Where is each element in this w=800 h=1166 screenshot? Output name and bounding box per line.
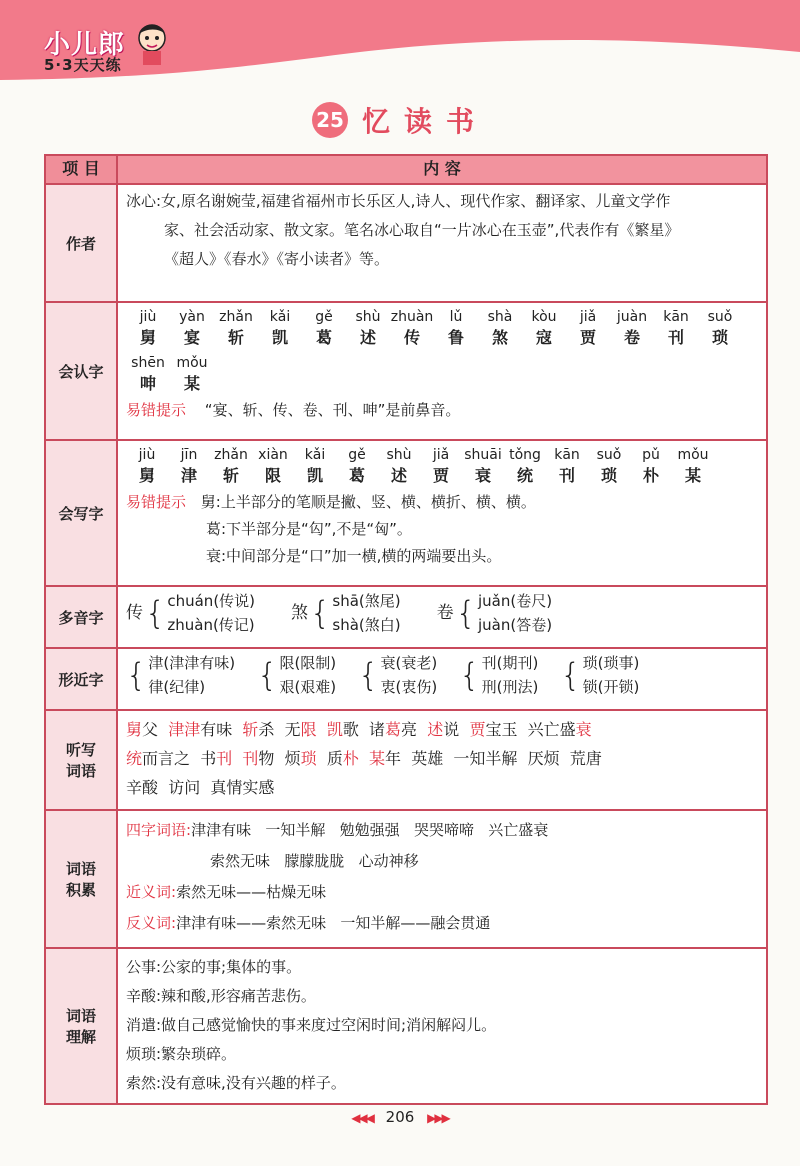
dictation-word: 书 (200, 749, 217, 768)
dictation-line (126, 715, 758, 744)
hanzi-char: 斩 (222, 466, 239, 485)
synonyms (126, 877, 758, 908)
dictation-word: 辛酸 (126, 778, 159, 797)
polyphone-options (167, 589, 255, 637)
pinyin-text: yàn (179, 309, 205, 325)
polyphone-option: juǎn(卷尺) (477, 592, 553, 610)
dictation-word: 无 (284, 720, 301, 739)
pinyin-char-cell (610, 307, 654, 349)
hanzi-char: 统 (516, 466, 533, 485)
dictation-word: 琐 (300, 749, 317, 768)
similar-option: 刊(期刊) (481, 654, 539, 672)
page-footer (0, 1108, 800, 1126)
page-number: 206 (385, 1108, 415, 1126)
dictation-word: 荒唐 (569, 749, 602, 768)
pinyin-text: shù (386, 447, 412, 463)
pinyin-text: juàn (616, 309, 648, 325)
spacer (517, 720, 527, 739)
spacer (443, 749, 453, 768)
dictation-word: 访问 (168, 778, 201, 797)
spacer (560, 749, 570, 768)
recognize-chars-row (126, 353, 758, 395)
hanzi-char: 舅 (138, 466, 155, 485)
hanzi-char: 凯 (271, 328, 288, 347)
brace-icon: { (459, 656, 480, 694)
pinyin-text: mǒu (176, 355, 208, 371)
synonym-text: 索然无味——枯燥无味 (176, 883, 327, 901)
pinyin-char-cell (390, 307, 434, 349)
spacer (274, 749, 284, 768)
dictation-word: 杀 (258, 720, 275, 739)
dictation-word: 真情实感 (210, 778, 275, 797)
dictation-word: 而言之 (142, 749, 191, 768)
left-arrows-icon: ◀◀◀ (351, 1111, 373, 1125)
label-write: 会写字 (45, 440, 117, 586)
row-recognize (45, 302, 767, 440)
antonym-text: 津津有味——索然无味 一知半解——融会贯通 (176, 914, 491, 932)
pinyin-char-cell (258, 307, 302, 349)
hanzi-char: 葛 (315, 328, 332, 347)
brace-icon: { (455, 594, 476, 632)
brand-series: 5·3天天练 (44, 56, 122, 74)
pinyin-text: jīn (180, 447, 198, 463)
hanzi-char: 宴 (183, 328, 200, 347)
four-char-line: 索然无味 朦朦胧胧 心动神移 (210, 852, 419, 870)
recognize-chars-row (126, 307, 758, 349)
author-content (117, 184, 767, 302)
four-char-line: 津津有味 一知半解 勉勉强强 哭哭啼啼 兴亡盛衰 (191, 821, 549, 839)
pinyin-char-cell (504, 445, 546, 487)
pinyin-char-cell (346, 307, 390, 349)
pinyin-char-cell (420, 445, 462, 487)
row-understand (45, 948, 767, 1104)
polyphone-option: shà(煞白) (332, 616, 401, 634)
tip-text: “宴、斩、传、卷、刊、呻”是前鼻音。 (204, 401, 461, 419)
similar-option: 律(纪律) (148, 678, 206, 696)
row-author (45, 184, 767, 302)
hanzi-char: 舅 (139, 328, 156, 347)
similar-option: 琐(琐事) (582, 654, 640, 672)
author-line: 冰心:女,原名谢婉莹,福建省福州市长乐区人,诗人、现代作家、翻译家、儿童文学作 (126, 192, 671, 210)
pinyin-char-cell (252, 445, 294, 487)
pinyin-text: pǔ (642, 447, 660, 463)
similar-options (148, 651, 235, 699)
label-line: 词语 (65, 1007, 96, 1025)
spacer (158, 720, 168, 739)
four-char-label: 四字词语: (126, 821, 192, 839)
pinyin-char-cell (672, 445, 714, 487)
similar-option: 艰(艰难) (279, 678, 337, 696)
dictation-word: 述 (427, 720, 444, 739)
recognize-content (117, 302, 767, 440)
pinyin-text: zhǎn (219, 309, 253, 325)
label-line: 积累 (65, 881, 96, 899)
tip-text: 衰:中间部分是“口”加一横,横的两端要出头。 (206, 547, 502, 565)
brace-icon: { (560, 656, 581, 694)
similar-option: 限(限制) (279, 654, 337, 672)
polyphone-groups (126, 589, 758, 637)
pinyin-char-cell (522, 307, 566, 349)
hanzi-char: 朴 (642, 466, 659, 485)
definition-line: 公事:公家的事;集体的事。 (126, 958, 302, 976)
pinyin-text: kān (663, 309, 689, 325)
dictation-word: 舅 (126, 720, 143, 739)
dictation-word: 父 (142, 720, 159, 739)
label-line: 听写 (65, 741, 96, 759)
dictation-word: 亮 (401, 720, 418, 739)
dictation-word: 朴 (342, 749, 359, 768)
spacer (317, 749, 327, 768)
brace-icon: { (145, 594, 166, 632)
antonyms (126, 908, 758, 939)
spacer (232, 720, 242, 739)
brace-icon: { (257, 656, 278, 694)
polyphone-char: 煞 (291, 602, 309, 623)
label-polyphone: 多音字 (45, 586, 117, 648)
write-content (117, 440, 767, 586)
polyphone-option: juàn(答卷) (477, 616, 553, 634)
understand-content (117, 948, 767, 1104)
pinyin-text: gě (315, 309, 333, 325)
right-arrows-icon: ▶▶▶ (427, 1111, 449, 1125)
pinyin-text: shēn (131, 355, 165, 371)
dictation-word: 宝玉 (485, 720, 518, 739)
hanzi-char: 凯 (306, 466, 323, 485)
pinyin-char-cell (546, 445, 588, 487)
similar-options (583, 651, 640, 699)
lesson-number-badge: 25 (312, 102, 348, 138)
dictation-word: 诸 (369, 720, 386, 739)
similar-options (482, 651, 539, 699)
hanzi-char: 琐 (711, 328, 728, 347)
pinyin-char-cell (566, 307, 610, 349)
pinyin-char-cell (478, 307, 522, 349)
accumulate-content (117, 810, 767, 948)
polyphone-group (126, 589, 255, 637)
brand-logo: 小儿郎 (44, 30, 126, 60)
pinyin-char-cell (126, 307, 170, 349)
similar-option: 衰(衰老) (380, 654, 438, 672)
dictation-word: 葛 (385, 720, 402, 739)
pinyin-text: mǒu (677, 447, 709, 463)
definition-line: 辛酸:辣和酸,形容痛苦悲伤。 (126, 987, 316, 1005)
pinyin-char-cell (654, 307, 698, 349)
similar-option: 衷(衷伤) (380, 678, 438, 696)
dictation-line (126, 744, 758, 773)
recognize-tip (126, 397, 758, 424)
dictation-word: 统 (126, 749, 143, 768)
synonym-label: 近义词: (126, 883, 177, 901)
hanzi-char: 煞 (491, 328, 508, 347)
similar-group (459, 651, 538, 699)
hanzi-char: 琐 (600, 466, 617, 485)
dictation-lines (126, 715, 758, 802)
row-accumulate (45, 810, 767, 948)
study-table (44, 154, 768, 1105)
dictation-word: 刊 (216, 749, 233, 768)
pinyin-text: suǒ (707, 309, 733, 325)
pinyin-text: xiàn (258, 447, 288, 463)
dictation-word: 限 (300, 720, 317, 739)
polyphone-char: 卷 (436, 602, 454, 623)
spacer (317, 720, 327, 739)
similar-group (358, 651, 437, 699)
pinyin-text: jiù (138, 447, 156, 463)
brace-icon: { (358, 656, 379, 694)
dictation-line (126, 773, 758, 802)
row-dictation (45, 710, 767, 810)
pinyin-text: zhǎn (214, 447, 248, 463)
brace-icon: { (126, 656, 147, 694)
pinyin-text: shà (487, 309, 513, 325)
pinyin-char-cell (588, 445, 630, 487)
pinyin-text: kòu (531, 309, 557, 325)
pinyin-char-cell (336, 445, 378, 487)
pinyin-text: shù (355, 309, 381, 325)
pinyin-text: tǒng (509, 447, 541, 463)
dictation-word: 凯 (326, 720, 343, 739)
pinyin-char-cell (214, 307, 258, 349)
dictation-word: 物 (258, 749, 275, 768)
dictation-word: 兴亡盛 (527, 720, 576, 739)
dictation-word: 斩 (242, 720, 259, 739)
similar-groups (126, 651, 758, 699)
polyphone-option: zhuàn(传记) (167, 616, 255, 634)
similar-option: 锁(开锁) (582, 678, 640, 696)
row-similar (45, 648, 767, 710)
row-polyphone (45, 586, 767, 648)
pinyin-char-cell (170, 307, 214, 349)
polyphone-options (478, 589, 552, 637)
dictation-word: 烦 (284, 749, 301, 768)
hanzi-char: 某 (684, 466, 701, 485)
spacer (359, 749, 369, 768)
pinyin-text: jiǎ (579, 309, 597, 325)
dictation-word: 衰 (575, 720, 592, 739)
dictation-word: 有味 (200, 720, 233, 739)
hanzi-char: 葛 (348, 466, 365, 485)
hanzi-char: 斩 (227, 328, 244, 347)
similar-group (257, 651, 336, 699)
spacer (158, 778, 168, 797)
spacer (401, 749, 411, 768)
dictation-word: 刊 (242, 749, 259, 768)
hanzi-char: 某 (183, 374, 200, 393)
pinyin-char-cell (302, 307, 346, 349)
similar-options (279, 651, 336, 699)
antonym-label: 反义词: (126, 914, 177, 932)
author-line: 家、社会活动家、散文家。笔名冰心取自“一片冰心在玉壶”,代表作有《繁星》 (164, 221, 680, 239)
hanzi-char: 传 (403, 328, 420, 347)
brace-icon: { (310, 594, 331, 632)
spacer (190, 749, 200, 768)
tip-text: 葛:下半部分是“匃”,不是“匈”。 (206, 520, 412, 538)
hanzi-char: 述 (390, 466, 407, 485)
dictation-word: 津津 (168, 720, 201, 739)
pinyin-char-cell (126, 353, 170, 395)
pinyin-char-cell (294, 445, 336, 487)
polyphone-option: shā(煞尾) (332, 592, 401, 610)
polyphone-content (117, 586, 767, 648)
definition-line: 消遣:做自己感觉愉快的事来度过空闲时间;消闲解闷儿。 (126, 1016, 497, 1034)
spacer (417, 720, 427, 739)
polyphone-char: 传 (126, 602, 143, 623)
pinyin-text: zhuàn (390, 309, 434, 325)
header-content: 内 容 (117, 155, 767, 184)
lesson-heading (0, 100, 800, 140)
pinyin-char-cell (462, 445, 504, 487)
similar-option: 津(津津有味) (148, 654, 236, 672)
label-accumulate (45, 810, 117, 948)
hanzi-char: 鲁 (447, 328, 464, 347)
pinyin-text: suǒ (596, 447, 622, 463)
hanzi-char: 限 (264, 466, 281, 485)
similar-option: 刑(刑法) (481, 678, 539, 696)
label-line: 词语 (65, 860, 96, 878)
hanzi-char: 贾 (579, 328, 596, 347)
spacer (232, 749, 242, 768)
spacer (459, 720, 469, 739)
label-understand (45, 948, 117, 1104)
similar-content (117, 648, 767, 710)
hanzi-char: 刊 (667, 328, 684, 347)
definition-line: 烦琐:繁杂琐碎。 (126, 1045, 237, 1063)
hanzi-char: 衰 (474, 466, 491, 485)
write-chars-row (126, 445, 758, 487)
similar-options (381, 651, 438, 699)
label-similar: 形近字 (45, 648, 117, 710)
dictation-word: 某 (369, 749, 386, 768)
pinyin-text: jiǎ (432, 447, 450, 463)
hanzi-char: 贾 (432, 466, 449, 485)
pinyin-char-cell (170, 353, 214, 395)
polyphone-group (437, 589, 552, 637)
pinyin-char-cell (434, 307, 478, 349)
similar-group (126, 651, 235, 699)
pinyin-text: shuāi (464, 447, 502, 463)
author-line: 《超人》《春水》《寄小读者》等。 (164, 250, 390, 268)
dictation-word: 年 (385, 749, 402, 768)
definition-line: 索然:没有意味,没有兴趣的样子。 (126, 1074, 346, 1092)
tip-text: 舅:上半部分的笔顺是撇、竖、横、横折、横、横。 (200, 493, 536, 511)
dictation-word: 说 (443, 720, 460, 739)
row-write (45, 440, 767, 586)
hanzi-char: 卷 (623, 328, 640, 347)
label-line: 词语 (65, 762, 96, 780)
dictation-content (117, 710, 767, 810)
pinyin-text: jiù (139, 309, 157, 325)
dictation-word: 英雄 (411, 749, 444, 768)
tip-label: 易错提示 (126, 401, 187, 419)
pinyin-char-cell (210, 445, 252, 487)
polyphone-group (291, 589, 401, 637)
label-dictation (45, 710, 117, 810)
table-header-row (45, 155, 767, 184)
spacer (274, 720, 284, 739)
spacer (200, 778, 210, 797)
four-char-words (126, 815, 758, 846)
dictation-word: 一知半解 (453, 749, 518, 768)
tip-label: 易错提示 (126, 493, 187, 511)
hanzi-char: 述 (359, 328, 376, 347)
lesson-title: 忆读书 (361, 105, 488, 138)
pinyin-char-cell (378, 445, 420, 487)
hanzi-char: 寇 (535, 328, 552, 347)
spacer (517, 749, 527, 768)
pinyin-char-cell (168, 445, 210, 487)
label-recognize: 会认字 (45, 302, 117, 440)
pinyin-text: gě (348, 447, 366, 463)
hanzi-char: 津 (180, 466, 197, 485)
hanzi-char: 呻 (139, 374, 156, 393)
pinyin-text: kǎi (304, 447, 326, 463)
pinyin-char-cell (698, 307, 742, 349)
pinyin-char-cell (126, 445, 168, 487)
similar-group (560, 651, 639, 699)
dictation-word: 厌烦 (527, 749, 560, 768)
label-line: 理解 (65, 1028, 96, 1046)
hanzi-char: 刊 (558, 466, 575, 485)
dictation-word: 歌 (342, 720, 359, 739)
polyphone-option: chuán(传说) (167, 592, 256, 610)
label-author: 作者 (45, 184, 117, 302)
pinyin-char-cell (630, 445, 672, 487)
write-tip (126, 489, 758, 516)
spacer (359, 720, 369, 739)
pinyin-text: kān (554, 447, 580, 463)
dictation-word: 质 (326, 749, 343, 768)
mascot-icon (133, 20, 171, 66)
pinyin-text: lǔ (449, 309, 463, 325)
header-item: 项 目 (45, 155, 117, 184)
dictation-word: 贾 (469, 720, 486, 739)
pinyin-text: kǎi (269, 309, 291, 325)
polyphone-options (332, 589, 400, 637)
